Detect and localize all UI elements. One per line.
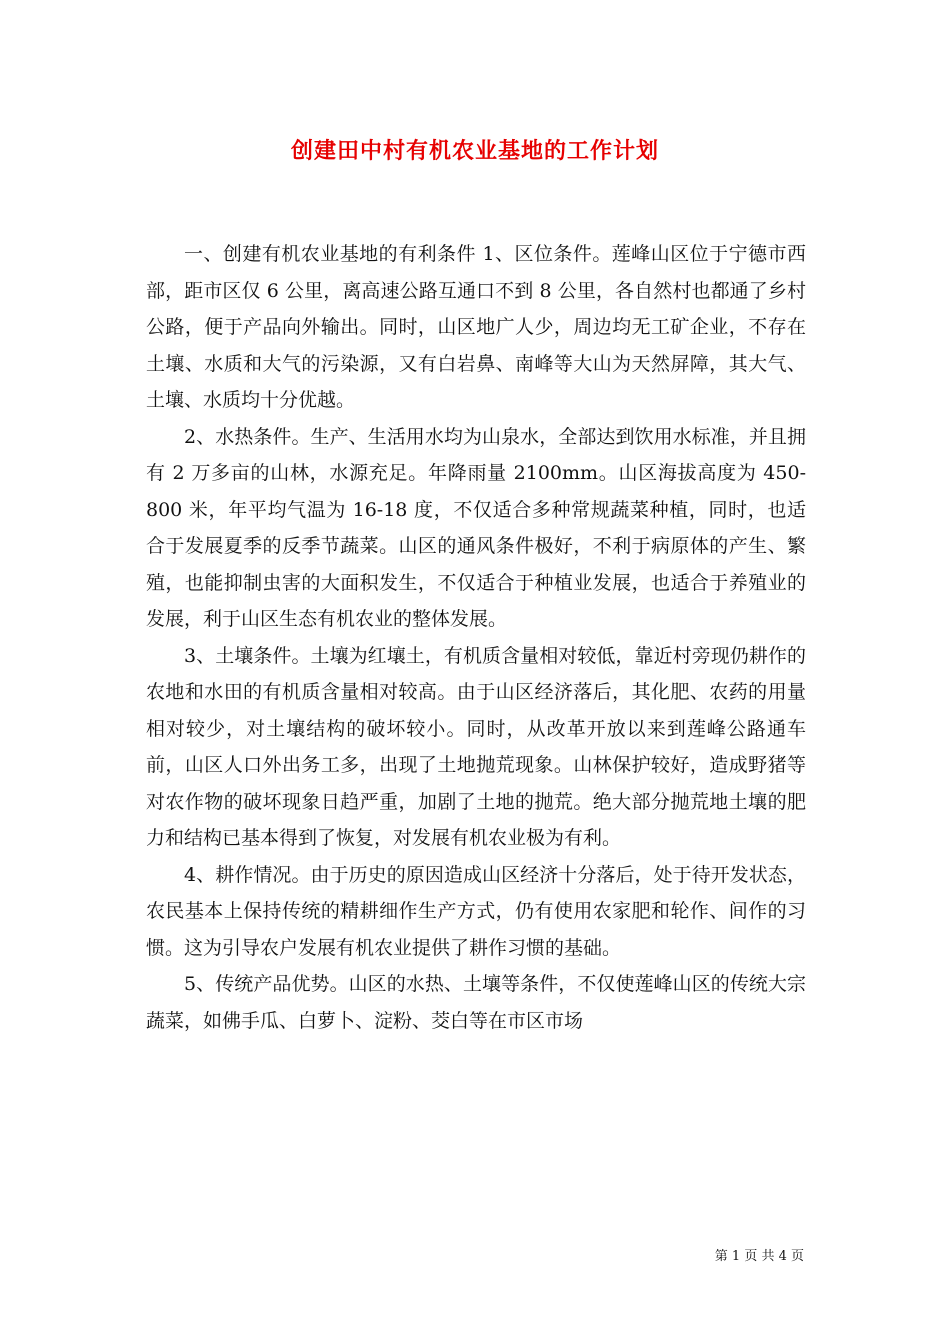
paragraph: 3、土壤条件。土壤为红壤土，有机质含量相对较低，靠近村旁现仍耕作的农地和水田的有机质含量相对较高。由于山区经济落后，其化肥、农药的用量相对较少，对土壤结构的破坏较小。同时，从改革开放以来到莲峰公路通车前，山区人口外出务工多，出现了土地抛荒现象。山林保护较好，造成野猪等对农作物的破坏现象日趋严重，加剧了土地的抛荒。绝大部分抛荒地土壤的肥力和结构已基本得到了恢复，对发展有机农业极为有利。 [146,644,806,849]
paragraph: 2、水热条件。生产、生活用水均为山泉水，全部达到饮用水标准，并且拥有 2 万多亩的山林，水源充足。年降雨量 2100mm。山区海拔高度为 450-800 米，年平均气温为 16-18 度，不仅适合多种常规蔬菜种植，同时，也适合于发展夏季的反季节蔬菜。山区的通风条件极好，不利于病原体的产生、繁殖，也能抑制虫害的大面积发生，不仅适合于种植业发展，也适合于养殖业的发展，利于山区生态有机农业的整体发展。 [146,425,806,630]
paragraph: 5、传统产品优势。山区的水热、土壤等条件，不仅使莲峰山区的传统大宗蔬菜，如佛手瓜、白萝卜、淀粉、茭白等在市区市场 [146,973,806,1032]
page-number: 第 1 页 共 4 页 [714,1249,804,1264]
paragraph: 4、耕作情况。由于历史的原因造成山区经济十分落后，处于待开发状态，农民基本上保持传统的精耕细作生产方式，仍有使用农家肥和轮作、间作的习惯。这为引导农户发展有机农业提供了耕作习惯的基础。 [146,863,806,959]
paragraph: 一、创建有机农业基地的有利条件 1、区位条件。莲峰山区位于宁德市西部，距市区仅 6 公里，离高速公路互通口不到 8 公里，各自然村也都通了乡村公路，便于产品向外输出。同时，山区地广人少，周边均无工矿企业，不存在土壤、水质和大气的污染源，又有白岩鼻、南峰等大山为天然屏障，其大气、土壤、水质均十分优越。 [146,243,806,411]
document-body [146,236,806,1039]
document-title: 创建田中村有机农业基地的工作计划 [290,138,659,164]
